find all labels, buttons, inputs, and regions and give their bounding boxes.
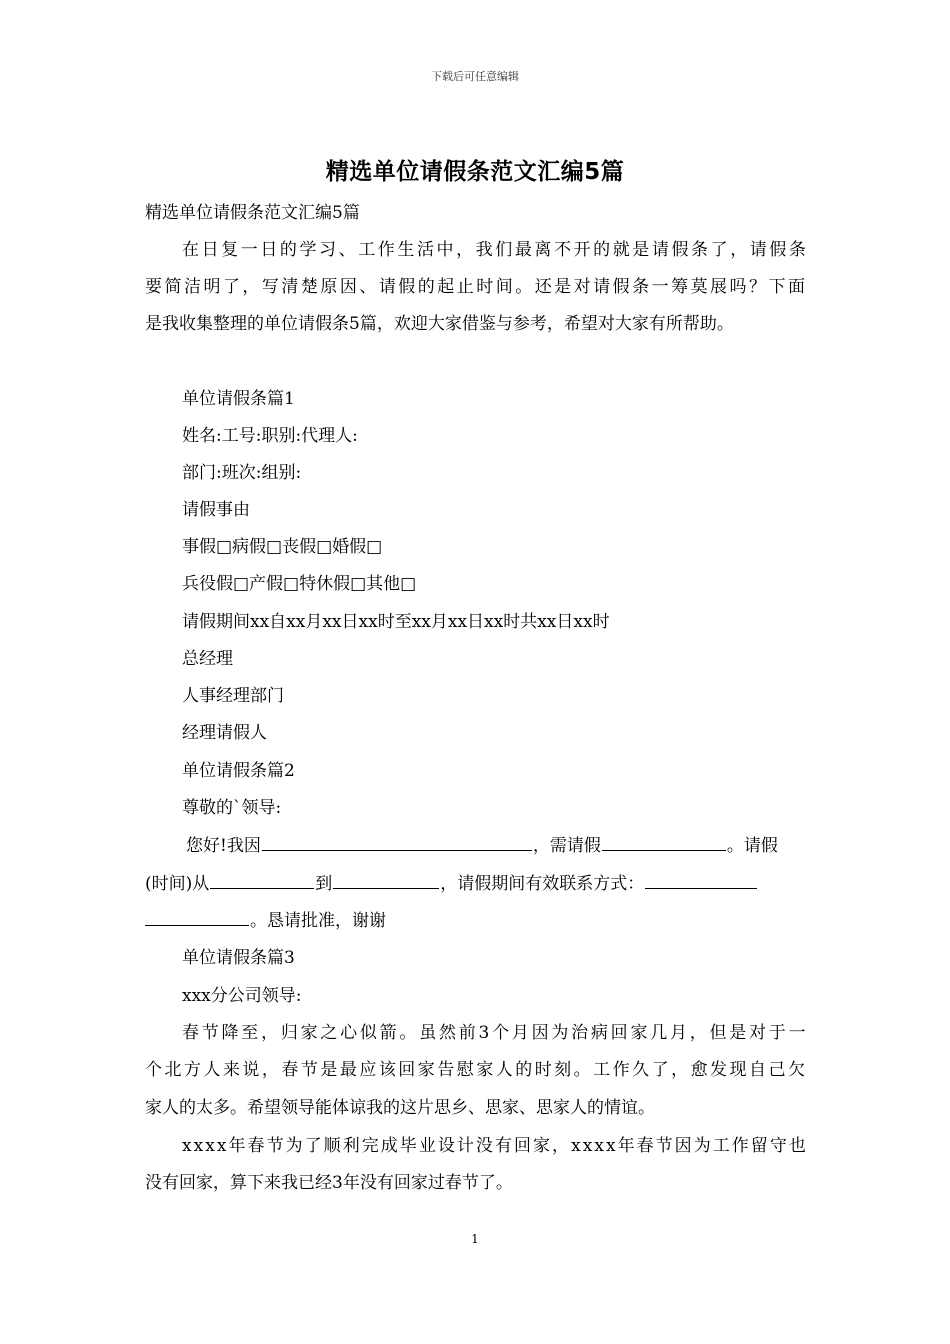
contact-blank-line-continued [145, 909, 249, 926]
sample1-fields-line-2: 部门:班次:组别: [182, 463, 302, 483]
sample1-leave-period: 请假期间xx自xx月xx日xx时至xx月xx日xx时共xx日xx时 [182, 612, 610, 632]
sample1-signature-3: 经理请假人 [182, 723, 267, 743]
sample2-greeting: 尊敬的`领导: [182, 798, 282, 818]
sample1-signature-1: 总经理 [182, 649, 233, 669]
page-number: 1 [471, 1232, 479, 1246]
sample2-body-line-3 [145, 909, 386, 933]
document-title: 精选单位请假条范文汇编5篇 [325, 159, 625, 185]
sample2-text-leave-time: 。请假 [726, 836, 778, 856]
sample1-fields-line-1: 姓名:工号:职别:代理人: [182, 426, 358, 446]
intro-line-1: 在 日 复 一 日 的 学 习 、 工 作 生 活 中 ， 我 们 最 离 不 开 的 就 是 请 假 条 了 ， 请 假 条 [182, 240, 806, 260]
sample3-paragraph-1-line-2: 个 北 方 人 来 说 ， 春 节 是 最 应 该 回 家 告 慰 家 人 的 时 刻 。 工 作 久 了 ， 愈 发 现 自 己 欠 [145, 1060, 805, 1080]
reason-blank-line [262, 834, 532, 851]
sample2-heading: 单位请假条篇2 [182, 761, 295, 781]
sample1-reason-label: 请假事由 [182, 500, 250, 520]
contact-blank-line [645, 872, 757, 889]
leave-duration-blank-line [602, 834, 726, 851]
sample1-leave-options-2: 兵役假□产假□特休假□其他□ [182, 574, 417, 594]
sample2-text-contact: ，请假期间有效联系方式： [440, 874, 645, 894]
intro-line-3: 是我收集整理的单位请假条5篇，欢迎大家借鉴与参考，希望对大家有所帮助。 [145, 314, 734, 334]
header-note: 下载后可任意编辑 [431, 70, 519, 83]
document-subtitle: 精选单位请假条范文汇编5篇 [145, 203, 360, 223]
sample2-text-closing: 。恳请批准，谢谢 [250, 911, 386, 931]
sample3-paragraph-2-line-1: x x x x 年 春 节 为 了 顺 利 完 成 毕 业 设 计 没 有 回 家 ， x x x x 年 春 节 因 为 工 作 留 守 也 [182, 1136, 806, 1156]
sample3-heading: 单位请假条篇3 [182, 948, 295, 968]
sample2-text-reason-intro: 您好!我因 [186, 836, 261, 856]
sample1-leave-options-1: 事假□病假□丧假□婚假□ [182, 537, 383, 557]
sample2-text-time-from: (时间)从 [145, 874, 210, 894]
start-date-blank-line [210, 872, 314, 889]
sample3-paragraph-2-line-2: 没有回家，算下来我已经3年没有回家过春节了。 [145, 1173, 513, 1193]
sample3-paragraph-1-line-1: 春 节 降 至 ， 归 家 之 心 似 箭 。 虽 然 前 3 个 月 因 为 治 病 回 家 几 月 ， 但 是 对 于 一 [182, 1023, 806, 1043]
end-date-blank-line [333, 872, 439, 889]
sample1-heading: 单位请假条篇1 [182, 389, 295, 409]
sample2-body-line-1 [186, 834, 778, 858]
sample3-greeting: xxx分公司领导: [182, 986, 302, 1006]
sample2-text-to: 到 [315, 874, 333, 894]
sample2-body-line-2 [145, 872, 758, 896]
sample1-signature-2: 人事经理部门 [182, 686, 284, 706]
sample3-paragraph-1-line-3: 家人的太多。希望领导能体谅我的这片思乡、思家、思家人的情谊。 [145, 1098, 655, 1118]
intro-line-2: 要 简 洁 明 了 ， 写 清 楚 原 因 、 请 假 的 起 止 时 间 。 还 是 对 请 假 条 一 筹 莫 展 吗 ？ 下 面 [145, 277, 805, 297]
sample2-text-need-leave: ，需请假 [532, 836, 601, 856]
